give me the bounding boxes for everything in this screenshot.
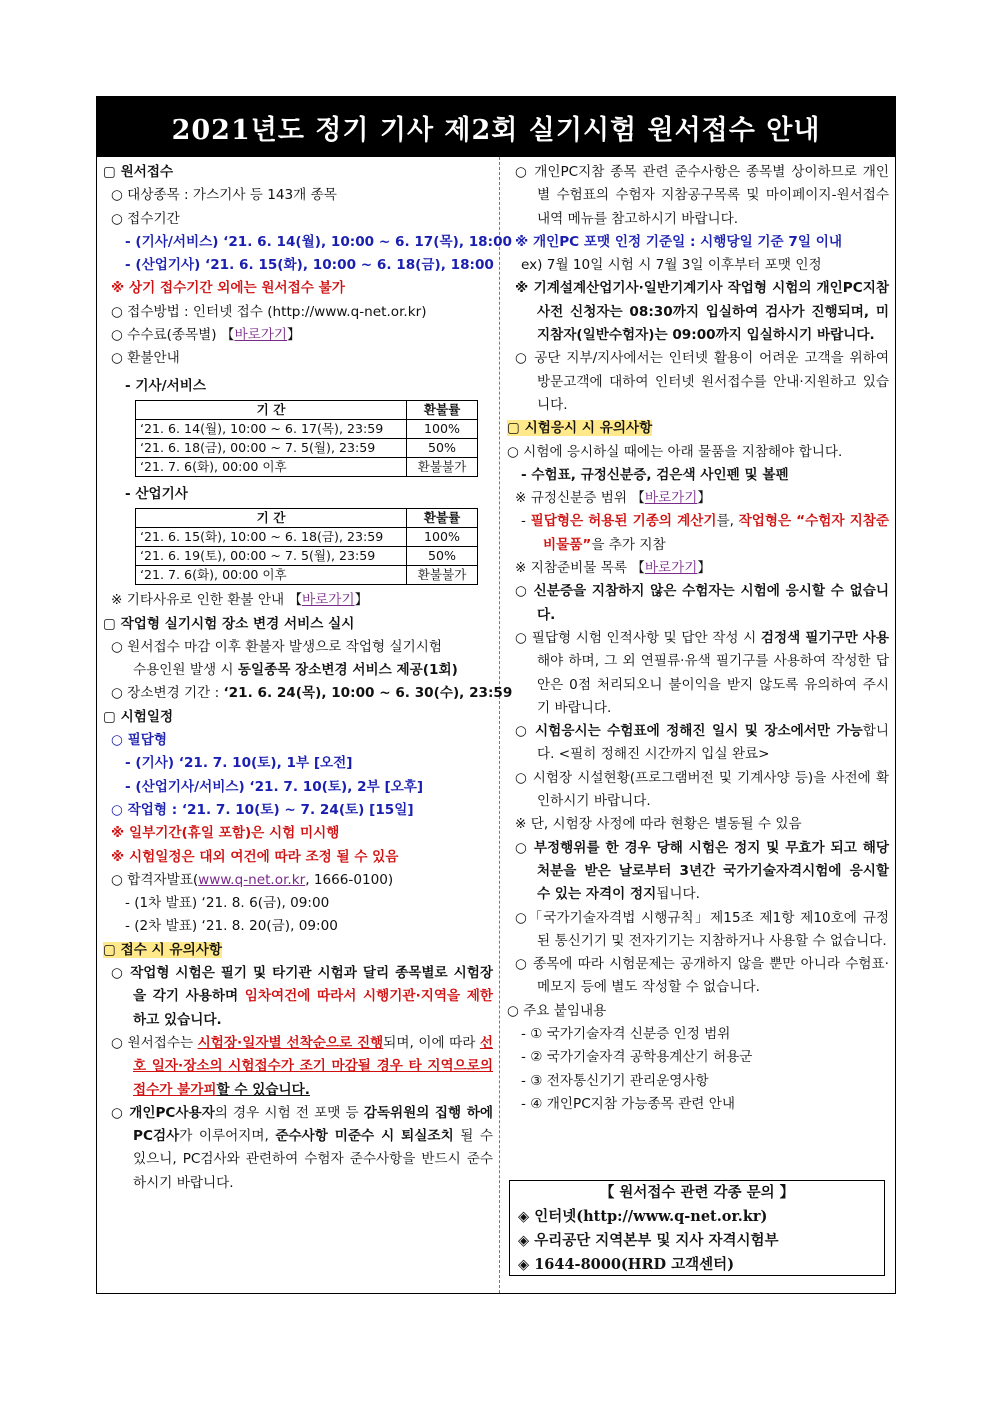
text: 준수사항 미준수 시 퇴실조치 xyxy=(275,1128,454,1145)
text: ○ 개인PC사용자 xyxy=(111,1104,215,1121)
notice-line xyxy=(507,487,889,510)
text: ○ 장소변경 기간 : xyxy=(111,685,224,702)
table-cell: ‘21. 6. 19(토), 00:00 ~ 7. 5(월), 23:59 xyxy=(136,547,407,566)
table-cell: ‘21. 6. 15(화), 10:00 ~ 6. 18(금), 23:59 xyxy=(136,528,407,547)
text: 되며, 이에 따라 xyxy=(383,1034,480,1051)
table-row xyxy=(136,528,478,547)
warning-line: ※ 시험일정은 대외 여건에 따라 조정 될 수 있음 xyxy=(111,848,399,865)
text: 수용인원 발생 시 xyxy=(133,662,238,679)
period-line: - (산업기사) ‘21. 6. 15(화), 10:00 ~ 6. 18(금), 18:00 xyxy=(125,257,494,274)
table-cell: ‘21. 6. 14(월), 10:00 ~ 6. 17(목), 23:59 xyxy=(136,419,407,438)
contact-item: ◈ 우리공단 지역본부 및 지사 자격시험부 xyxy=(518,1232,779,1249)
table-cell: ‘21. 6. 18(금), 00:00 ~ 7. 5(월), 23:59 xyxy=(136,438,407,457)
text: ‘21. 6. 24(목), 10:00 ~ 6. 30(수), 23:59 xyxy=(223,685,513,702)
contact-box xyxy=(509,1180,885,1276)
shortcut-link[interactable]: 바로가기 xyxy=(644,490,698,507)
text: 할 수 있습니다. xyxy=(216,1081,310,1098)
text: 감독위원의 집행 하에 PC검사 xyxy=(133,1104,493,1145)
caution-item xyxy=(103,1032,493,1102)
table-cell: 100% xyxy=(407,528,478,547)
text: ※ 규정신분증 범위 【 xyxy=(515,490,645,507)
info-line: - (2차 발표) ‘21. 8. 20(금), 09:00 xyxy=(125,918,338,935)
shortcut-link[interactable]: 바로가기 xyxy=(644,560,698,577)
text: , 1666-0100) xyxy=(305,871,394,888)
notice-item: ○ 공단 지부/지사에서는 인터넷 활용이 어려운 고객을 위하여 방문고객에 대하여 인터넷 원서접수를 안내·지원하고 있습니다. xyxy=(515,350,889,413)
table-header: 환불률 xyxy=(407,509,478,528)
text: - xyxy=(521,513,531,530)
left-column xyxy=(103,161,513,1195)
notice-line: ○ 주요 붙임내용 xyxy=(507,1002,607,1019)
text: 】 xyxy=(697,560,711,577)
subheading: - 기사/서비스 xyxy=(125,377,206,394)
schedule-line: ○ 작업형 : ‘21. 7. 10(토) ~ 7. 24(토) [15일] xyxy=(111,801,414,818)
info-line: ○ 대상종목 : 가스기사 등 143개 종목 xyxy=(111,187,337,204)
notice-item: ※ 기계설계산업기사·일반기계기사 작업형 시험의 개인PC지참 사전 신청자는 08:30까지 입실하여 검사가 진행되며, 미지참자(일반수험자)는 09:00까지 입실하시기 바랍니다. xyxy=(515,280,889,344)
notice-item: ○ 시험장 시설현황(프로그램버전 및 기계사양 등)을 사전에 확인하시기 바랍니다. xyxy=(515,769,889,810)
text: 의 경우 시험 전 포맷 등 xyxy=(214,1104,364,1121)
notice-item: ○ 종목에 따라 시험문제는 공개하지 않을 뿐만 아니라 수험표·메모지 등에 별도 작성할 수 없습니다. xyxy=(515,956,889,996)
text: ○ 수수료(종목별) 【 xyxy=(111,327,235,344)
table-cell: ‘21. 7. 6(화), 00:00 이후 xyxy=(136,566,407,585)
table-row xyxy=(136,419,478,438)
text: 될 수 있으니, PC검사와 관련하여 수험자 준수사항을 반드시 준수하시기 바랍니다. xyxy=(133,1128,493,1191)
table-row xyxy=(136,547,478,566)
section-heading: ▢ 원서접수 xyxy=(103,164,174,180)
text: 해야 하며, 그 외 연필류·유색 필기구를 사용하여 작성한 답안은 0점 처리되오니 불이익을 받지 않도록 유의하여 주시기 바랍니다. xyxy=(537,653,889,716)
text: ○ 시험응시는 수험표에 정해진 일시 및 장소에서만 가능 xyxy=(515,723,863,740)
shortcut-link[interactable]: 바로가기 xyxy=(302,592,355,609)
notice-line: - 수험표, 규정신분증, 검은색 사인펜 및 볼펜 xyxy=(521,466,789,483)
info-line: ○ 접수기간 xyxy=(111,210,180,227)
info-line xyxy=(103,589,493,612)
contact-item: ◈ 1644-8000(HRD 고객센터) xyxy=(518,1256,735,1273)
text: 합니다. <필히 정해진 시간까지 입실 완료> xyxy=(537,723,889,763)
text: 임차여건에 따라서 시행기관·지역을 제한 xyxy=(244,988,493,1005)
attachment-item: - ③ 전자통신기기 관리운영사항 xyxy=(521,1072,709,1089)
right-column xyxy=(507,161,889,1116)
notice-item xyxy=(507,720,889,767)
highlight-heading: ▢ 접수 시 유의사항 xyxy=(103,941,222,958)
caution-item xyxy=(103,1102,493,1195)
text: ※ 기타사유로 인한 환불 안내 【 xyxy=(111,592,303,609)
notice-frame xyxy=(96,96,896,1294)
table-cell: 환불불가 xyxy=(407,457,478,476)
refund-table xyxy=(135,400,478,477)
table-header: 환불률 xyxy=(407,400,478,419)
table-row xyxy=(136,566,478,585)
period-line: - (기사/서비스) ‘21. 6. 14(월), 10:00 ~ 6. 17(목), 18:00 xyxy=(125,233,512,250)
table-row xyxy=(136,457,478,476)
notice-item xyxy=(507,510,889,557)
info-line: ○ 환불안내 xyxy=(111,350,180,367)
text: 】 xyxy=(287,327,301,344)
table-header: 기 간 xyxy=(136,509,407,528)
notice-line xyxy=(507,557,889,580)
text: 를, xyxy=(716,513,739,530)
notice-item: ○ 개인PC지참 종목 관련 준수사항은 종목별 상이하므로 개인별 수험표의 수험자 지참공구목록 및 마이페이지-원서접수내역 메뉴를 참고하시기 바랍니다. xyxy=(515,164,889,227)
text: 선호 일자·장소의 시험접수가 조기 마감될 경우 타 지역으로의 접수가 불가피 xyxy=(133,1034,493,1098)
schedule-line: ○ 필답형 xyxy=(111,732,167,749)
notice-item: ○「국가기술자격법 시행규칙」제15조 제1항 제10호에 규정된 통신기기 및 전자기기는 지참하거나 사용할 수 없습니다. xyxy=(515,909,889,949)
text: 】 xyxy=(354,592,369,609)
notice-line: ※ 단, 시험장 사정에 따라 현황은 별동될 수 있음 xyxy=(515,816,802,833)
section-heading xyxy=(507,417,889,440)
table-cell: 50% xyxy=(407,547,478,566)
warning-line: ※ 상기 접수기간 외에는 원서접수 불가 xyxy=(111,280,345,297)
text: 시험장·일자별 선착순으로 진행 xyxy=(197,1034,384,1051)
highlight-heading: ▢ 시험응시 시 유의사항 xyxy=(507,420,653,437)
text: ○ 합격자발표( xyxy=(111,871,199,888)
text: ○ 원서접수는 xyxy=(111,1034,198,1051)
notice-item xyxy=(507,627,889,720)
notice-line: ○ 시험에 응시하실 때에는 아래 물품을 지참해야 합니다. xyxy=(507,443,843,460)
attachment-item: - ① 국가기술자격 신분증 인정 범위 xyxy=(521,1025,731,1042)
text: 하고 있습니다. xyxy=(133,1011,222,1028)
table-cell: 50% xyxy=(407,438,478,457)
warning-line: ※ 일부기간(휴일 포함)은 시험 미시행 xyxy=(111,825,340,842)
text: 작업형은 “수험자 지참준비물품” xyxy=(543,513,889,553)
text: ○ 부정행위를 한 경우 당해 시험은 정지 및 무효가 되고 해당 처분을 받은 날로부터 3년간 국가기술자격시험에 응시할 수 있는 자격이 정지 xyxy=(515,839,889,903)
notice-line: ex) 7월 10일 시험 시 7월 3일 이후부터 포맷 인정 xyxy=(521,257,822,274)
notice-item xyxy=(507,837,889,907)
text: ○ 필답형 시험 인적사항 및 답안 작성 시 xyxy=(515,629,761,646)
text: 가 이루어지며, xyxy=(179,1128,276,1145)
column-divider xyxy=(499,157,500,1293)
text: 됩니다. xyxy=(656,886,700,903)
text: 동일종목 장소변경 서비스 제공(1회) xyxy=(237,662,458,679)
page-title: 2021년도 정기 기사 제2회 실기시험 원서접수 안내 xyxy=(97,97,895,157)
notice-line: ※ 개인PC 포맷 인정 기준일 : 시행당일 기준 7일 이내 xyxy=(515,233,843,250)
contact-title: 【 원서접수 관련 각종 문의 】 xyxy=(599,1184,795,1201)
subheading: - 산업기사 xyxy=(125,485,188,502)
info-line xyxy=(103,324,493,347)
text: 을 추가 지참 xyxy=(591,536,666,553)
section-heading: ▢ 시험일정 xyxy=(103,708,174,725)
info-line: ○ 원서접수 마감 이후 환불자 발생으로 작업형 실기시험 xyxy=(111,638,443,655)
info-line xyxy=(103,682,513,705)
table-row xyxy=(136,438,478,457)
info-line xyxy=(103,869,493,892)
text: 검정색 필기구만 사용 xyxy=(760,629,889,646)
notice-item: ○ 신분증을 지참하지 않은 수험자는 시험에 응시할 수 없습니다. xyxy=(515,583,889,623)
text: ※ 지참준비물 목록 【 xyxy=(515,560,645,577)
attachment-item: - ④ 개인PC지참 가능종목 관련 안내 xyxy=(521,1095,735,1112)
table-cell: ‘21. 7. 6(화), 00:00 이후 xyxy=(136,457,407,476)
info-line: - (1차 발표) ‘21. 8. 6(금), 09:00 xyxy=(125,895,330,912)
qnet-link[interactable]: www.q-net.or.kr xyxy=(198,871,306,888)
table-cell: 100% xyxy=(407,419,478,438)
schedule-line: - (기사) ‘21. 7. 10(토), 1부 [오전] xyxy=(125,755,353,772)
table-header: 기 간 xyxy=(136,400,407,419)
section-heading xyxy=(103,939,493,962)
table-cell: 환불불가 xyxy=(407,566,478,585)
shortcut-link[interactable]: 바로가기 xyxy=(234,327,288,344)
caution-item xyxy=(103,962,493,1032)
text: ○ 작업형 시험은 필기 및 타기관 시험과 달리 종목별로 시험장을 각기 사용하며 xyxy=(111,965,493,1005)
text: 】 xyxy=(697,490,711,507)
attachment-item: - ② 국가기술자격 공학용계산기 허용군 xyxy=(521,1049,753,1066)
info-line xyxy=(103,659,493,682)
text: 필답형은 허용된 기종의 계산기 xyxy=(530,513,717,530)
section-heading: ▢ 작업형 실기시험 장소 변경 서비스 실시 xyxy=(103,615,355,632)
contact-item: ◈ 인터넷(http://www.q-net.or.kr) xyxy=(518,1208,768,1225)
info-line: ○ 접수방법 : 인터넷 접수 (http://www.q-net.or.kr) xyxy=(111,303,427,320)
schedule-line: - (산업기사/서비스) ‘21. 7. 10(토), 2부 [오후] xyxy=(125,778,424,795)
refund-table xyxy=(135,508,478,585)
